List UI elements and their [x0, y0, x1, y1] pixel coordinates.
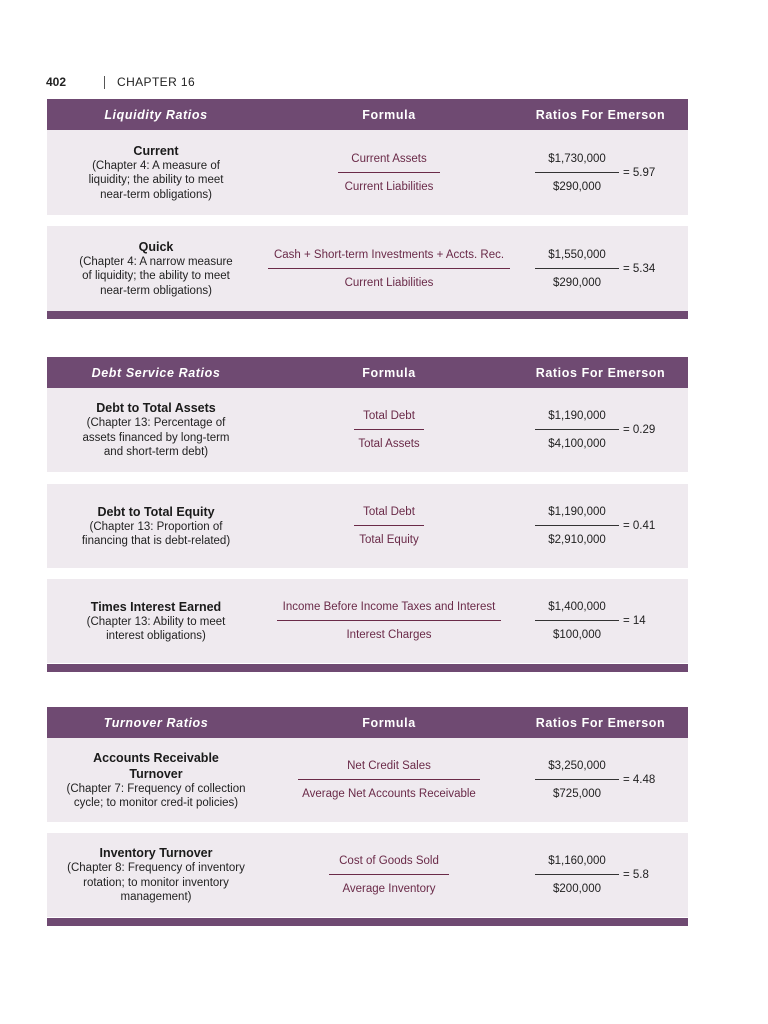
ratio-value-cell: [513, 409, 688, 451]
ratio-divider: [535, 268, 619, 269]
ratio-description: (Chapter 4: A measure of liquidity; the ability to meet near-term obligations): [88, 159, 224, 201]
ratio-value-cell: [513, 248, 688, 290]
ratio-numerator: $1,400,000: [548, 601, 606, 613]
ratio-name-cell: [47, 504, 265, 549]
ratio-column-header: Ratios For Emerson: [535, 107, 666, 122]
ratio-divider: [535, 429, 619, 430]
ratio-name-cell: [47, 143, 265, 203]
ratio-denominator: $290,000: [553, 180, 601, 193]
formula-column-header: Formula: [362, 107, 416, 122]
ratio-result: = 0.29: [623, 424, 656, 436]
ratio-fraction: [533, 409, 621, 451]
ratio-result: = 5.34: [623, 262, 656, 275]
formula-denominator: Current Liabilities: [344, 276, 434, 289]
ratio-denominator: $290,000: [553, 276, 601, 289]
ratio-description: (Chapter 13: Percentage of assets financed by long-term and short-term debt): [82, 417, 230, 459]
ratio-title: Debt to Total Assets: [96, 401, 216, 416]
ratio-value-cell: [513, 854, 688, 896]
chapter-label: CHAPTER 16: [117, 75, 196, 89]
formula-numerator: Total Debt: [363, 506, 415, 518]
ratio-title: Accounts Receivable Turnover: [93, 750, 219, 781]
ratio-denominator: $100,000: [553, 629, 601, 641]
formula-divider: [298, 779, 480, 780]
formula-column-header: Formula: [362, 715, 416, 730]
ratio-denominator: $725,000: [553, 788, 601, 800]
ratio-numerator: $3,250,000: [548, 760, 606, 772]
formula-numerator: Current Assets: [351, 152, 427, 165]
ratio-result: = 0.41: [623, 520, 656, 532]
ratio-result: = 5.8: [623, 869, 649, 881]
formula-column-header: Formula: [362, 365, 416, 380]
ratio-fraction: [533, 854, 621, 896]
ratio-row-current: [47, 130, 688, 215]
formula-numerator: Income Before Income Taxes and Interest: [282, 601, 496, 613]
ratio-name-cell: [47, 750, 265, 811]
ratio-numerator: $1,550,000: [548, 248, 606, 261]
ratio-title: Quick: [138, 239, 174, 254]
running-head: [46, 75, 195, 89]
formula-cell: [265, 854, 513, 896]
ratio-value-cell: [513, 759, 688, 801]
ratio-description: (Chapter 7: Frequency of collection cycle; to monitor cred-it policies): [66, 782, 246, 809]
ratio-title: Debt to Total Equity: [97, 504, 215, 519]
ratio-fraction: [533, 152, 621, 194]
ratio-name-cell: [47, 599, 265, 644]
formula-denominator: Total Assets: [358, 438, 420, 450]
ratio-title: Inventory Turnover: [99, 846, 213, 861]
debt-service-ratios-section: [47, 357, 688, 673]
ratio-denominator: $2,910,000: [548, 534, 606, 546]
formula-divider: [354, 429, 424, 430]
section-bottom-bar: [47, 664, 688, 672]
formula-numerator: Total Debt: [363, 410, 415, 422]
ratio-fraction: [533, 759, 621, 801]
ratio-description: (Chapter 13: Ability to meet interest obligations): [86, 615, 226, 642]
ratio-name-cell: [47, 845, 265, 905]
turnover-ratios-section: [47, 707, 688, 927]
ratio-fraction: [533, 505, 621, 547]
page-number: 402: [46, 75, 67, 89]
debt-service-ratios-header: [47, 357, 688, 388]
formula-numerator: Net Credit Sales: [347, 760, 431, 772]
section-title: Turnover Ratios: [103, 715, 209, 730]
formula-cell: [265, 409, 513, 451]
ratio-value-cell: [513, 600, 688, 642]
liquidity-ratios-section: [47, 99, 688, 320]
formula-cell: [265, 152, 513, 194]
ratio-fraction: [533, 248, 621, 290]
ratio-row-debt-to-total-equity: [47, 484, 688, 568]
formula-numerator: Cost of Goods Sold: [339, 855, 439, 867]
section-bottom-bar: [47, 311, 688, 319]
section-title: Debt Service Ratios: [91, 365, 221, 380]
turnover-ratios-header: [47, 707, 688, 738]
ratio-denominator: $200,000: [553, 883, 601, 895]
formula-denominator: Current Liabilities: [344, 180, 434, 193]
ratio-row-quick: [47, 226, 688, 311]
ratio-column-header: Ratios For Emerson: [535, 365, 666, 380]
section-bottom-bar: [47, 918, 688, 926]
ratio-fraction: [533, 600, 621, 642]
ratio-result: = 14: [623, 615, 646, 627]
ratio-divider: [535, 172, 619, 173]
ratio-divider: [535, 525, 619, 526]
ratio-title: Current: [133, 143, 179, 158]
running-head-divider: [104, 76, 105, 89]
formula-cell: [265, 248, 513, 290]
ratio-numerator: $1,730,000: [548, 152, 606, 165]
ratio-numerator: $1,190,000: [548, 410, 606, 422]
ratio-row-debt-to-total-assets: [47, 388, 688, 472]
formula-divider: [277, 620, 501, 621]
ratio-row-accounts-receivable-turnover: [47, 738, 688, 822]
ratio-numerator: $1,160,000: [548, 855, 606, 867]
formula-divider: [329, 874, 449, 875]
ratio-result: = 4.48: [623, 774, 656, 786]
liquidity-ratios-header: [47, 99, 688, 130]
section-title: Liquidity Ratios: [104, 107, 208, 122]
formula-cell: [265, 600, 513, 642]
ratio-divider: [535, 779, 619, 780]
ratio-result: = 5.97: [623, 166, 656, 179]
ratio-numerator: $1,190,000: [548, 506, 606, 518]
ratio-divider: [535, 874, 619, 875]
formula-denominator: Average Net Accounts Receivable: [302, 788, 476, 800]
ratio-value-cell: [513, 505, 688, 547]
formula-denominator: Total Equity: [359, 534, 419, 546]
ratio-name-cell: [47, 239, 265, 299]
ratio-description: (Chapter 4: A narrow measure of liquidity; the ability to meet near-term obligations): [79, 255, 233, 297]
formula-divider: [268, 268, 510, 269]
ratio-column-header: Ratios For Emerson: [535, 715, 666, 730]
formula-numerator: Cash + Short-term Investments + Accts. Rec.: [273, 248, 505, 261]
ratio-value-cell: [513, 152, 688, 194]
formula-divider: [338, 172, 440, 173]
ratio-description: (Chapter 13: Proportion of financing that is debt-related): [81, 520, 231, 547]
ratio-divider: [535, 620, 619, 621]
formula-denominator: Interest Charges: [346, 629, 432, 641]
formula-divider: [354, 525, 424, 526]
ratio-title: Times Interest Earned: [90, 599, 222, 614]
ratio-row-times-interest-earned: [47, 579, 688, 663]
ratio-denominator: $4,100,000: [548, 438, 606, 450]
formula-denominator: Average Inventory: [342, 883, 436, 895]
ratio-name-cell: [47, 400, 265, 460]
formula-cell: [265, 505, 513, 547]
ratio-description: (Chapter 8: Frequency of inventory rotation; to monitor inventory management): [67, 862, 245, 904]
formula-cell: [265, 759, 513, 801]
ratio-row-inventory-turnover: [47, 833, 688, 917]
